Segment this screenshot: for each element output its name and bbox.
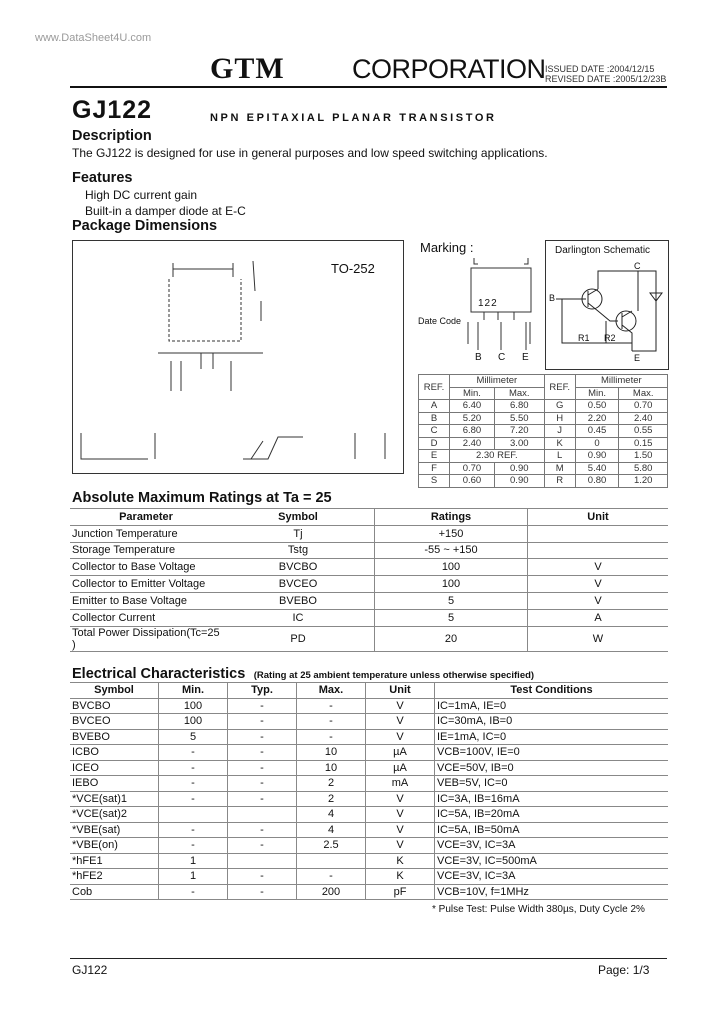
condition-cell: IC=30mA, IB=0: [435, 714, 669, 730]
dim-cell: E: [419, 450, 450, 463]
dim-cell: J: [544, 425, 575, 438]
col-header: Max.: [297, 683, 366, 699]
table-row: [70, 626, 668, 651]
pin-label: C: [498, 352, 506, 363]
unit-cell: V: [366, 714, 435, 730]
table-header-row: [70, 683, 668, 699]
condition-cell: IC=5A, IB=50mA: [435, 822, 669, 838]
param-cell: Storage Temperature: [70, 542, 222, 559]
pin-label: B: [475, 352, 482, 363]
footer-rule: [70, 958, 667, 959]
dim-cell: 1.20: [619, 475, 668, 488]
col-header: Unit: [366, 683, 435, 699]
condition-cell: VCE=50V, IB=0: [435, 760, 669, 776]
ref-header: REF.: [544, 375, 575, 400]
symbol-cell: ICBO: [70, 745, 159, 761]
dim-cell: C: [419, 425, 450, 438]
condition-cell: VCE=3V, IC=500mA: [435, 853, 669, 869]
min-header: Min.: [450, 387, 495, 400]
max-cell: 2.5: [297, 838, 366, 854]
col-header: Min.: [159, 683, 228, 699]
dim-cell: 6.80: [450, 425, 495, 438]
typ-cell: -: [228, 776, 297, 792]
symbol-cell: *hFE2: [70, 869, 159, 885]
unit-cell: V: [366, 822, 435, 838]
table-row: [70, 745, 668, 761]
table-row: [70, 714, 668, 730]
symbol-cell: BVEBO: [70, 729, 159, 745]
darlington-schematic: [545, 240, 669, 370]
marking-code: 122: [478, 298, 498, 309]
unit-cell: [528, 525, 669, 542]
max-cell: -: [297, 698, 366, 714]
min-cell: 5: [159, 729, 228, 745]
dim-cell: 1.50: [619, 450, 668, 463]
unit-cell: V: [528, 592, 669, 609]
min-cell: -: [159, 760, 228, 776]
max-cell: 10: [297, 745, 366, 761]
param-cell: Emitter to Base Voltage: [70, 592, 222, 609]
dim-cell: A: [419, 400, 450, 413]
dim-cell: 0.80: [575, 475, 619, 488]
unit-cell: V: [366, 791, 435, 807]
ratings-table: [70, 508, 668, 652]
table-row: [70, 838, 668, 854]
max-cell: 2: [297, 776, 366, 792]
typ-cell: -: [228, 884, 297, 900]
max-cell: 10: [297, 760, 366, 776]
col-header: Symbol: [222, 509, 375, 526]
symbol-cell: BVEBO: [222, 592, 375, 609]
table-row: [419, 437, 668, 450]
typ-cell: -: [228, 822, 297, 838]
package-type: TO-252: [331, 261, 375, 276]
dim-cell: 6.80: [494, 400, 544, 413]
condition-cell: VCB=10V, f=1MHz: [435, 884, 669, 900]
dim-cell: D: [419, 437, 450, 450]
table-row: [70, 542, 668, 559]
dim-cell: 0.90: [575, 450, 619, 463]
min-cell: -: [159, 838, 228, 854]
table-row: [70, 869, 668, 885]
schematic-e-label: E: [634, 353, 641, 363]
dim-cell: 2.20: [575, 412, 619, 425]
rating-cell: 100: [375, 559, 528, 576]
symbol-cell: ICEO: [70, 760, 159, 776]
param-cell: Junction Temperature: [70, 525, 222, 542]
table-row: [70, 559, 668, 576]
symbol-cell: IC: [222, 609, 375, 626]
table-row: [419, 400, 668, 413]
symbol-cell: *hFE1: [70, 853, 159, 869]
dim-cell: 2.40: [450, 437, 495, 450]
min-cell: -: [159, 776, 228, 792]
max-cell: 4: [297, 807, 366, 823]
revised-date: REVISED DATE :2005/12/23B: [545, 74, 667, 84]
symbol-cell: PD: [222, 626, 375, 651]
electrical-note: (Rating at 25 ambient temperature unless otherwise specified): [253, 670, 535, 681]
unit-header: Millimeter: [575, 375, 667, 388]
watermark: www.DataSheet4U.com: [35, 32, 152, 44]
param-cell: Total Power Dissipation(Tc=25 ): [70, 626, 222, 651]
dim-cell: 2.40: [619, 412, 668, 425]
symbol-cell: *VBE(sat): [70, 822, 159, 838]
symbol-cell: *VBE(on): [70, 838, 159, 854]
typ-cell: -: [228, 791, 297, 807]
condition-cell: VCE=3V, IC=3A: [435, 838, 669, 854]
symbol-cell: BVCBO: [222, 559, 375, 576]
dim-cell: 5.20: [450, 412, 495, 425]
dim-cell: S: [419, 475, 450, 488]
dim-cell: 0.70: [619, 400, 668, 413]
dimensions-table: [418, 374, 668, 488]
typ-cell: [228, 853, 297, 869]
dim-cell: K: [544, 437, 575, 450]
typ-cell: [228, 807, 297, 823]
condition-cell: IC=3A, IB=16mA: [435, 791, 669, 807]
typ-cell: -: [228, 869, 297, 885]
dim-cell: 0.15: [619, 437, 668, 450]
ref-header: REF.: [419, 375, 450, 400]
param-cell: Collector to Emitter Voltage: [70, 576, 222, 593]
package-heading: Package Dimensions: [72, 218, 218, 234]
min-cell: -: [159, 791, 228, 807]
schematic-r2-label: R2: [604, 333, 616, 343]
unit-cell: K: [366, 869, 435, 885]
rating-cell: 100: [375, 576, 528, 593]
marking-area: [418, 240, 542, 368]
rating-cell: +150: [375, 525, 528, 542]
table-row: [70, 576, 668, 593]
footer-part-number: GJ122: [72, 963, 108, 977]
dim-cell: R: [544, 475, 575, 488]
dim-cell: B: [419, 412, 450, 425]
page-indicator: Page: 1/3: [598, 963, 650, 977]
col-header: Test Conditions: [435, 683, 669, 699]
max-cell: 4: [297, 822, 366, 838]
condition-cell: IC=5A, IB=20mA: [435, 807, 669, 823]
col-header: Symbol: [70, 683, 159, 699]
min-cell: 1: [159, 853, 228, 869]
col-header: Unit: [528, 509, 669, 526]
condition-cell: VCB=100V, IE=0: [435, 745, 669, 761]
unit-header: Millimeter: [450, 375, 545, 388]
typ-cell: -: [228, 729, 297, 745]
dim-cell: 0.70: [450, 462, 495, 475]
schematic-c-label: C: [634, 261, 641, 271]
table-row: [419, 462, 668, 475]
min-cell: 100: [159, 714, 228, 730]
table-row: [70, 609, 668, 626]
table-row: [419, 450, 668, 463]
max-cell: [297, 853, 366, 869]
symbol-cell: Cob: [70, 884, 159, 900]
table-row: [70, 776, 668, 792]
dim-cell: L: [544, 450, 575, 463]
symbol-cell: Tstg: [222, 542, 375, 559]
dim-cell: 7.20: [494, 425, 544, 438]
dim-cell: H: [544, 412, 575, 425]
dim-cell: 0.90: [494, 462, 544, 475]
electrical-heading: Electrical Characteristics: [72, 666, 246, 682]
col-header: Parameter: [70, 509, 222, 526]
unit-cell: K: [366, 853, 435, 869]
unit-cell: V: [366, 838, 435, 854]
table-row: [419, 475, 668, 488]
corporation-title: CORPORATION: [352, 54, 546, 84]
typ-cell: -: [228, 838, 297, 854]
unit-cell: V: [366, 698, 435, 714]
description-heading: Description: [72, 128, 152, 144]
max-header: Max.: [494, 387, 544, 400]
condition-cell: VEB=5V, IC=0: [435, 776, 669, 792]
unit-cell: V: [366, 729, 435, 745]
brand-logo: GTM: [210, 52, 285, 85]
table-row: [70, 853, 668, 869]
dim-cell: M: [544, 462, 575, 475]
symbol-cell: Tj: [222, 525, 375, 542]
col-header: Typ.: [228, 683, 297, 699]
electrical-heading-line: [72, 665, 534, 683]
issued-date: ISSUED DATE :2004/12/15: [545, 64, 655, 74]
dim-cell: 0.55: [619, 425, 668, 438]
condition-cell: VCE=3V, IC=3A: [435, 869, 669, 885]
rating-cell: -55 ~ +150: [375, 542, 528, 559]
header-rule: [70, 86, 667, 88]
symbol-cell: BVCEO: [222, 576, 375, 593]
typ-cell: -: [228, 745, 297, 761]
dim-cell: 0.90: [494, 475, 544, 488]
max-cell: -: [297, 714, 366, 730]
feature-item: High DC current gain: [85, 188, 198, 202]
min-cell: -: [159, 822, 228, 838]
schematic-r1-label: R1: [578, 333, 590, 343]
min-cell: 100: [159, 698, 228, 714]
unit-cell: V: [366, 807, 435, 823]
schematic-diagram: [546, 241, 668, 369]
electrical-table: [70, 682, 668, 900]
unit-cell: µA: [366, 745, 435, 761]
max-cell: 200: [297, 884, 366, 900]
condition-cell: IE=1mA, IC=0: [435, 729, 669, 745]
dim-cell: 3.00: [494, 437, 544, 450]
package-drawing: [72, 240, 404, 474]
max-cell: -: [297, 729, 366, 745]
dim-cell: 0.50: [575, 400, 619, 413]
dim-cell: F: [419, 462, 450, 475]
param-cell: Collector Current: [70, 609, 222, 626]
schematic-title: Darlington Schematic: [555, 245, 651, 256]
condition-cell: IC=1mA, IE=0: [435, 698, 669, 714]
unit-cell: V: [528, 559, 669, 576]
dim-cell: 0.60: [450, 475, 495, 488]
schematic-b-label: B: [549, 293, 556, 303]
dim-cell: 0: [575, 437, 619, 450]
rating-cell: 5: [375, 592, 528, 609]
min-cell: -: [159, 745, 228, 761]
issue-dates: [545, 64, 666, 84]
table-row: [70, 822, 668, 838]
marking-title: Marking :: [420, 240, 474, 255]
unit-cell: W: [528, 626, 669, 651]
dim-cell: G: [544, 400, 575, 413]
table-row: [70, 791, 668, 807]
date-code-label: Date Code: [418, 316, 462, 326]
max-cell: 2: [297, 791, 366, 807]
description-text: The GJ122 is designed for use in general purposes and low speed switching applications.: [72, 146, 548, 160]
param-cell: Collector to Base Voltage: [70, 559, 222, 576]
table-row: [70, 592, 668, 609]
min-cell: 1: [159, 869, 228, 885]
min-cell: [159, 807, 228, 823]
features-heading: Features: [72, 170, 133, 186]
symbol-cell: BVCBO: [70, 698, 159, 714]
unit-cell: A: [528, 609, 669, 626]
unit-cell: V: [528, 576, 669, 593]
dim-cell: 0.45: [575, 425, 619, 438]
max-cell: -: [297, 869, 366, 885]
typ-cell: -: [228, 698, 297, 714]
rating-cell: 20: [375, 626, 528, 651]
col-header: Ratings: [375, 509, 528, 526]
min-cell: -: [159, 884, 228, 900]
table-row: [70, 525, 668, 542]
table-row: [70, 729, 668, 745]
dim-cell: 5.40: [575, 462, 619, 475]
table-row: [419, 412, 668, 425]
table-row: [419, 425, 668, 438]
feature-item: Built-in a damper diode at E-C: [85, 204, 246, 218]
part-subtitle: NPN EPITAXIAL PLANAR TRANSISTOR: [210, 112, 497, 124]
unit-cell: mA: [366, 776, 435, 792]
symbol-cell: IEBO: [70, 776, 159, 792]
max-header: Max.: [619, 387, 668, 400]
symbol-cell: *VCE(sat)1: [70, 791, 159, 807]
pulse-test-note: * Pulse Test: Pulse Width 380µs, Duty Cycle 2%: [432, 904, 645, 915]
rating-cell: 5: [375, 609, 528, 626]
dim-cell: 2.30 REF.: [450, 450, 545, 463]
unit-cell: pF: [366, 884, 435, 900]
table-header-row: [70, 509, 668, 526]
typ-cell: -: [228, 760, 297, 776]
table-row: [70, 698, 668, 714]
table-row: [70, 884, 668, 900]
unit-cell: [528, 542, 669, 559]
part-number: GJ122: [72, 96, 153, 124]
ratings-heading: Absolute Maximum Ratings at Ta = 25: [72, 490, 332, 506]
min-header: Min.: [575, 387, 619, 400]
symbol-cell: *VCE(sat)2: [70, 807, 159, 823]
typ-cell: -: [228, 714, 297, 730]
unit-cell: µA: [366, 760, 435, 776]
dim-cell: 5.80: [619, 462, 668, 475]
table-row: [70, 807, 668, 823]
table-row: [70, 760, 668, 776]
symbol-cell: BVCEO: [70, 714, 159, 730]
dim-cell: 6.40: [450, 400, 495, 413]
pin-label: E: [522, 352, 529, 363]
dim-cell: 5.50: [494, 412, 544, 425]
